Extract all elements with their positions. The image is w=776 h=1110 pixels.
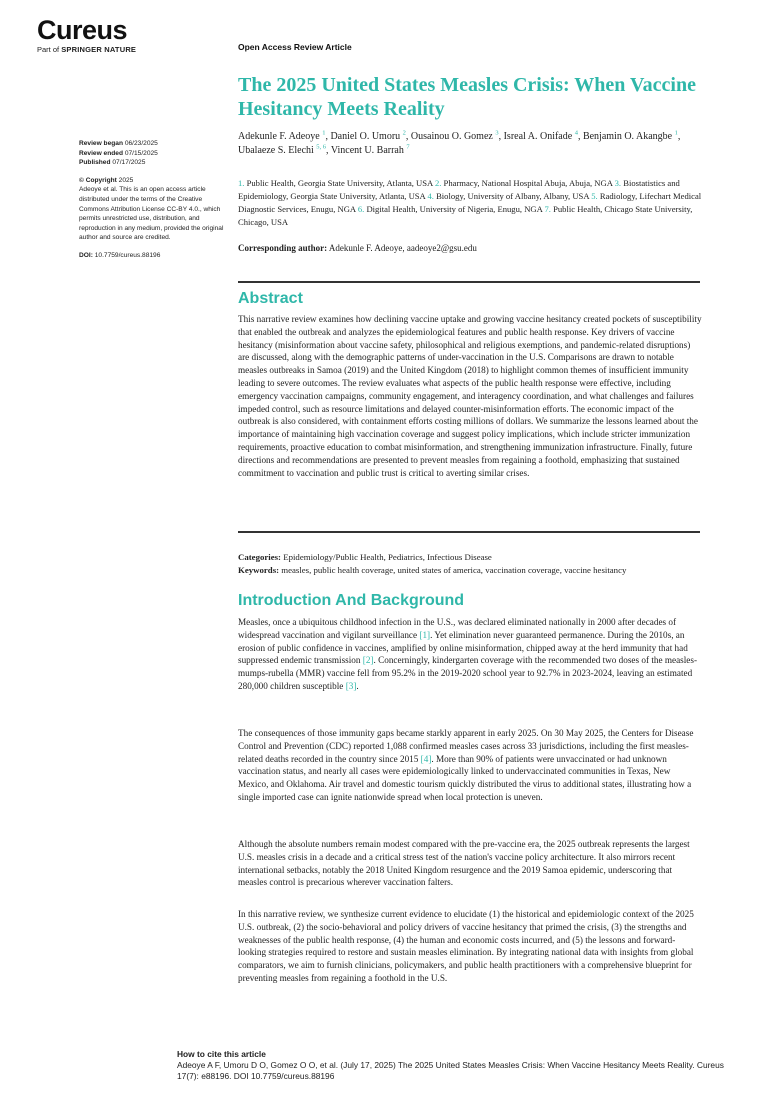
author[interactable]: Ubalaeze S. Elechi $^{5, 6}$	[238, 143, 327, 156]
article-title: The 2025 United States Measles Crisis: When Vaccine Hesitancy Meets Reality	[238, 74, 696, 120]
affiliation-item: 1. Public Health, Georgia State University, Atlanta, USA	[238, 178, 433, 188]
author[interactable]: Daniel O. Umoru $^2$	[330, 129, 406, 142]
keywords: Keywords: measles, public health coverage, united states of america, vaccination coverage, vaccine hesitancy	[238, 564, 627, 575]
logo-wordmark: Cureus	[37, 15, 128, 45]
review-ended: Review ended 07/15/2025	[79, 149, 158, 157]
affiliation-item: 5. Radiology, Lifechart Medical Diagnostic Services, Enugu, NGA	[238, 191, 702, 214]
how-to-cite	[177, 1049, 747, 1082]
cite-text: Adeoye A F, Umoru D O, Gomez O O, et al. (July 17, 2025) The 2025 United States Measles Crisis: When Vaccine Hesitancy Meets Reality. Cureus 17(7): e88196. DOI 10.7759/cureus.88196	[177, 1060, 724, 1081]
doi-link[interactable]: 10.7759/cureus.88196	[94, 251, 161, 259]
reference-link[interactable]: [4]	[420, 753, 432, 764]
affiliation-item: 6. Digital Health, University of Nigeria, Enugu, NGA	[357, 204, 543, 214]
logo-sub-brand: SPRINGER NATURE	[61, 45, 137, 54]
doi: DOI: 10.7759/cureus.88196	[79, 251, 161, 259]
logo-subtitle	[37, 45, 136, 54]
divider	[238, 281, 700, 283]
author-list: Adekunle F. Adeoye $^1$, Daniel O. Umoru $^2$, Ousainou O. Gomez $^3$, Isreal A. Onifade $^4$, Benjamin O. Akangbe $^1$, Ubalaeze S. Elechi $^{5, 6}$, Vincent U. Barrah $^7$	[238, 129, 681, 156]
cureus-logo[interactable]	[37, 16, 136, 54]
author[interactable]: Ousainou O. Gomez $^3$	[410, 129, 499, 142]
categories-keywords	[238, 551, 702, 576]
intro-heading: Introduction And Background	[238, 592, 465, 609]
reference-link[interactable]: [3]	[345, 680, 357, 691]
author[interactable]: Adekunle F. Adeoye $^1$	[238, 129, 326, 142]
author[interactable]: Isreal A. Onifade $^4$	[503, 129, 578, 142]
author[interactable]: Vincent U. Barrah $^7$	[330, 143, 410, 156]
logo-sub-prefix: Part of	[37, 45, 62, 54]
affiliation-item: 4. Biology, University of Albany, Albany, USA	[427, 191, 590, 201]
license-text: Adeoye et al. This is an open access article distributed under the terms of the Creative Commons Attribution License CC-BY 4.0., which permits unrestricted use, distribution, and reproduction in any medium, provided the original author and source are credited.	[79, 186, 224, 242]
article-sidebar	[79, 139, 224, 261]
abstract-text: This narrative review examines how declining vaccine uptake and growing vaccine hesitancy created pockets of susceptibility that enabled the outbreak and analyzes the epidemiological features and public health response. Key drivers of vaccine hesitancy (misinformation about vaccine safety, philosophical and religious exemptions, and pandemic-related disruptions) are discussed, along with the demographic patterns of under-vaccination in the U.S. Comparisons are drawn to notable measles outbreaks in Samoa (2019) and the United Kingdom (2018) to highlight common themes of insufficient immunity leading to severe outcomes. The review evaluates what aspects of the public health response were effective, including emergency vaccination campaigns, community engagement, and interagency coordination, and what challenges and failures impeded control, such as resource limitations and delayed counter-misinformation efforts. The economic impact of the outbreak is also considered, with containment efforts costing millions of dollars. We summarize the lessons learned about the importance of maintaining high vaccination coverage and suggest policy implications, which include stricter immunization requirements, proactive education to combat misinformation, and strengthening immunization infrastructure. Finally, future directions and recommendations are presented to prevent measles from regaining a foothold, emphasizing that sustained commitment to vaccination and public trust is critical to averting similar crises.	[238, 314, 702, 478]
intro-paragraph-2: The consequences of those immunity gaps became starkly apparent in early 2025. On 30 May 2025, the Centers for Disease Control and Prevention (CDC) reported 1,088 confirmed measles cases across 33 jurisdictions, including the first measles-related deaths recorded in the country since 2015 [4]. More than 90% of patients were unvaccinated or had unknown vaccination status, and nearly all cases were epidemiologically linked to undervaccinated communities in Texas, New Mexico, and Oklahoma. Air travel and domestic tourism quickly distributed the virus to additional states, illustrating how a single imported case can ignite nationwide spread when local protection is uneven.	[238, 728, 694, 802]
published-date: Published 07/17/2025	[79, 159, 146, 167]
affiliation-item: 2. Pharmacy, National Hospital Abuja, Abuja, NGA	[434, 178, 613, 188]
reference-link[interactable]: [1]	[419, 629, 431, 640]
cite-label: How to cite this article	[177, 1049, 266, 1059]
reference-link[interactable]: [2]	[362, 655, 374, 666]
intro-paragraph-1: Measles, once a ubiquitous childhood infection in the U.S., was declared eliminated nationally in 2000 after decades of widespread vaccination and vigilant surveillance [1]. Yet elimination never guaranteed permanence. During the 2010s, an erosion of public confidence in vaccines, amplified by online misinformation, chipped away at the herd immunity that had suppressed endemic transmission [2]. Concerningly, kindergarten coverage with the recommended two doses of the measles-mumps-rubella (MMR) vaccine fell from 95.2% in the 2019-2020 school year to 92.7% in 2023-2024, leaving an estimated 280,000 children susceptible [3].	[238, 617, 697, 691]
article-type-label: Open Access Review Article	[238, 42, 352, 52]
copyright: © Copyright 2025	[79, 176, 134, 184]
review-began: Review began 06/23/2025	[79, 140, 158, 147]
divider	[238, 531, 700, 533]
corresponding-author-contact[interactable]: Adekunle F. Adeoye, aadeoye2@gsu.edu	[328, 243, 477, 253]
affiliation-item: 7. Public Health, Chicago State University, Chicago, USA	[238, 204, 693, 227]
intro-paragraph-4: In this narrative review, we synthesize current evidence to elucidate (1) the historical and epidemiologic context of the 2025 U.S. outbreak, (2) the socio-behavioral and policy drivers of vaccine hesitancy that primed the crisis, (3) the strengths and weaknesses of the public health response, (4) the human and economic costs incurred, and (5) the lessons and forward-looking strategies required to restore and sustain measles elimination. By integrating national data with insights from global comparators, we aim to furnish clinicians, policymakers, and public health practitioners with a comprehensive blueprint for preventing measles from regaining a foothold in the U.S.	[238, 909, 694, 983]
corresponding-author: Corresponding author: Adekunle F. Adeoye, aadeoye2@gsu.edu	[238, 243, 477, 253]
author[interactable]: Benjamin O. Akangbe $^1$	[582, 129, 678, 142]
abstract-heading: Abstract	[238, 290, 303, 307]
categories: Categories: Epidemiology/Public Health, Pediatrics, Infectious Disease	[238, 552, 492, 562]
intro-paragraph-3: Although the absolute numbers remain modest compared with the pre-vaccine era, the 2025 outbreak represents the largest U.S. measles crisis in a decade and a critical stress test of the nation's vaccine policy architecture. It also mirrors recent international setbacks, notably the 2018 United Kingdom resurgence and the 2019 Samoa epidemic, underscoring that measles control is precarious wherever vaccination falters.	[238, 839, 690, 888]
affiliation-item: 3. Biostatistics and Epidemiology, Georgia State University, Atlanta, USA	[238, 178, 680, 201]
affiliation-list	[238, 177, 708, 229]
